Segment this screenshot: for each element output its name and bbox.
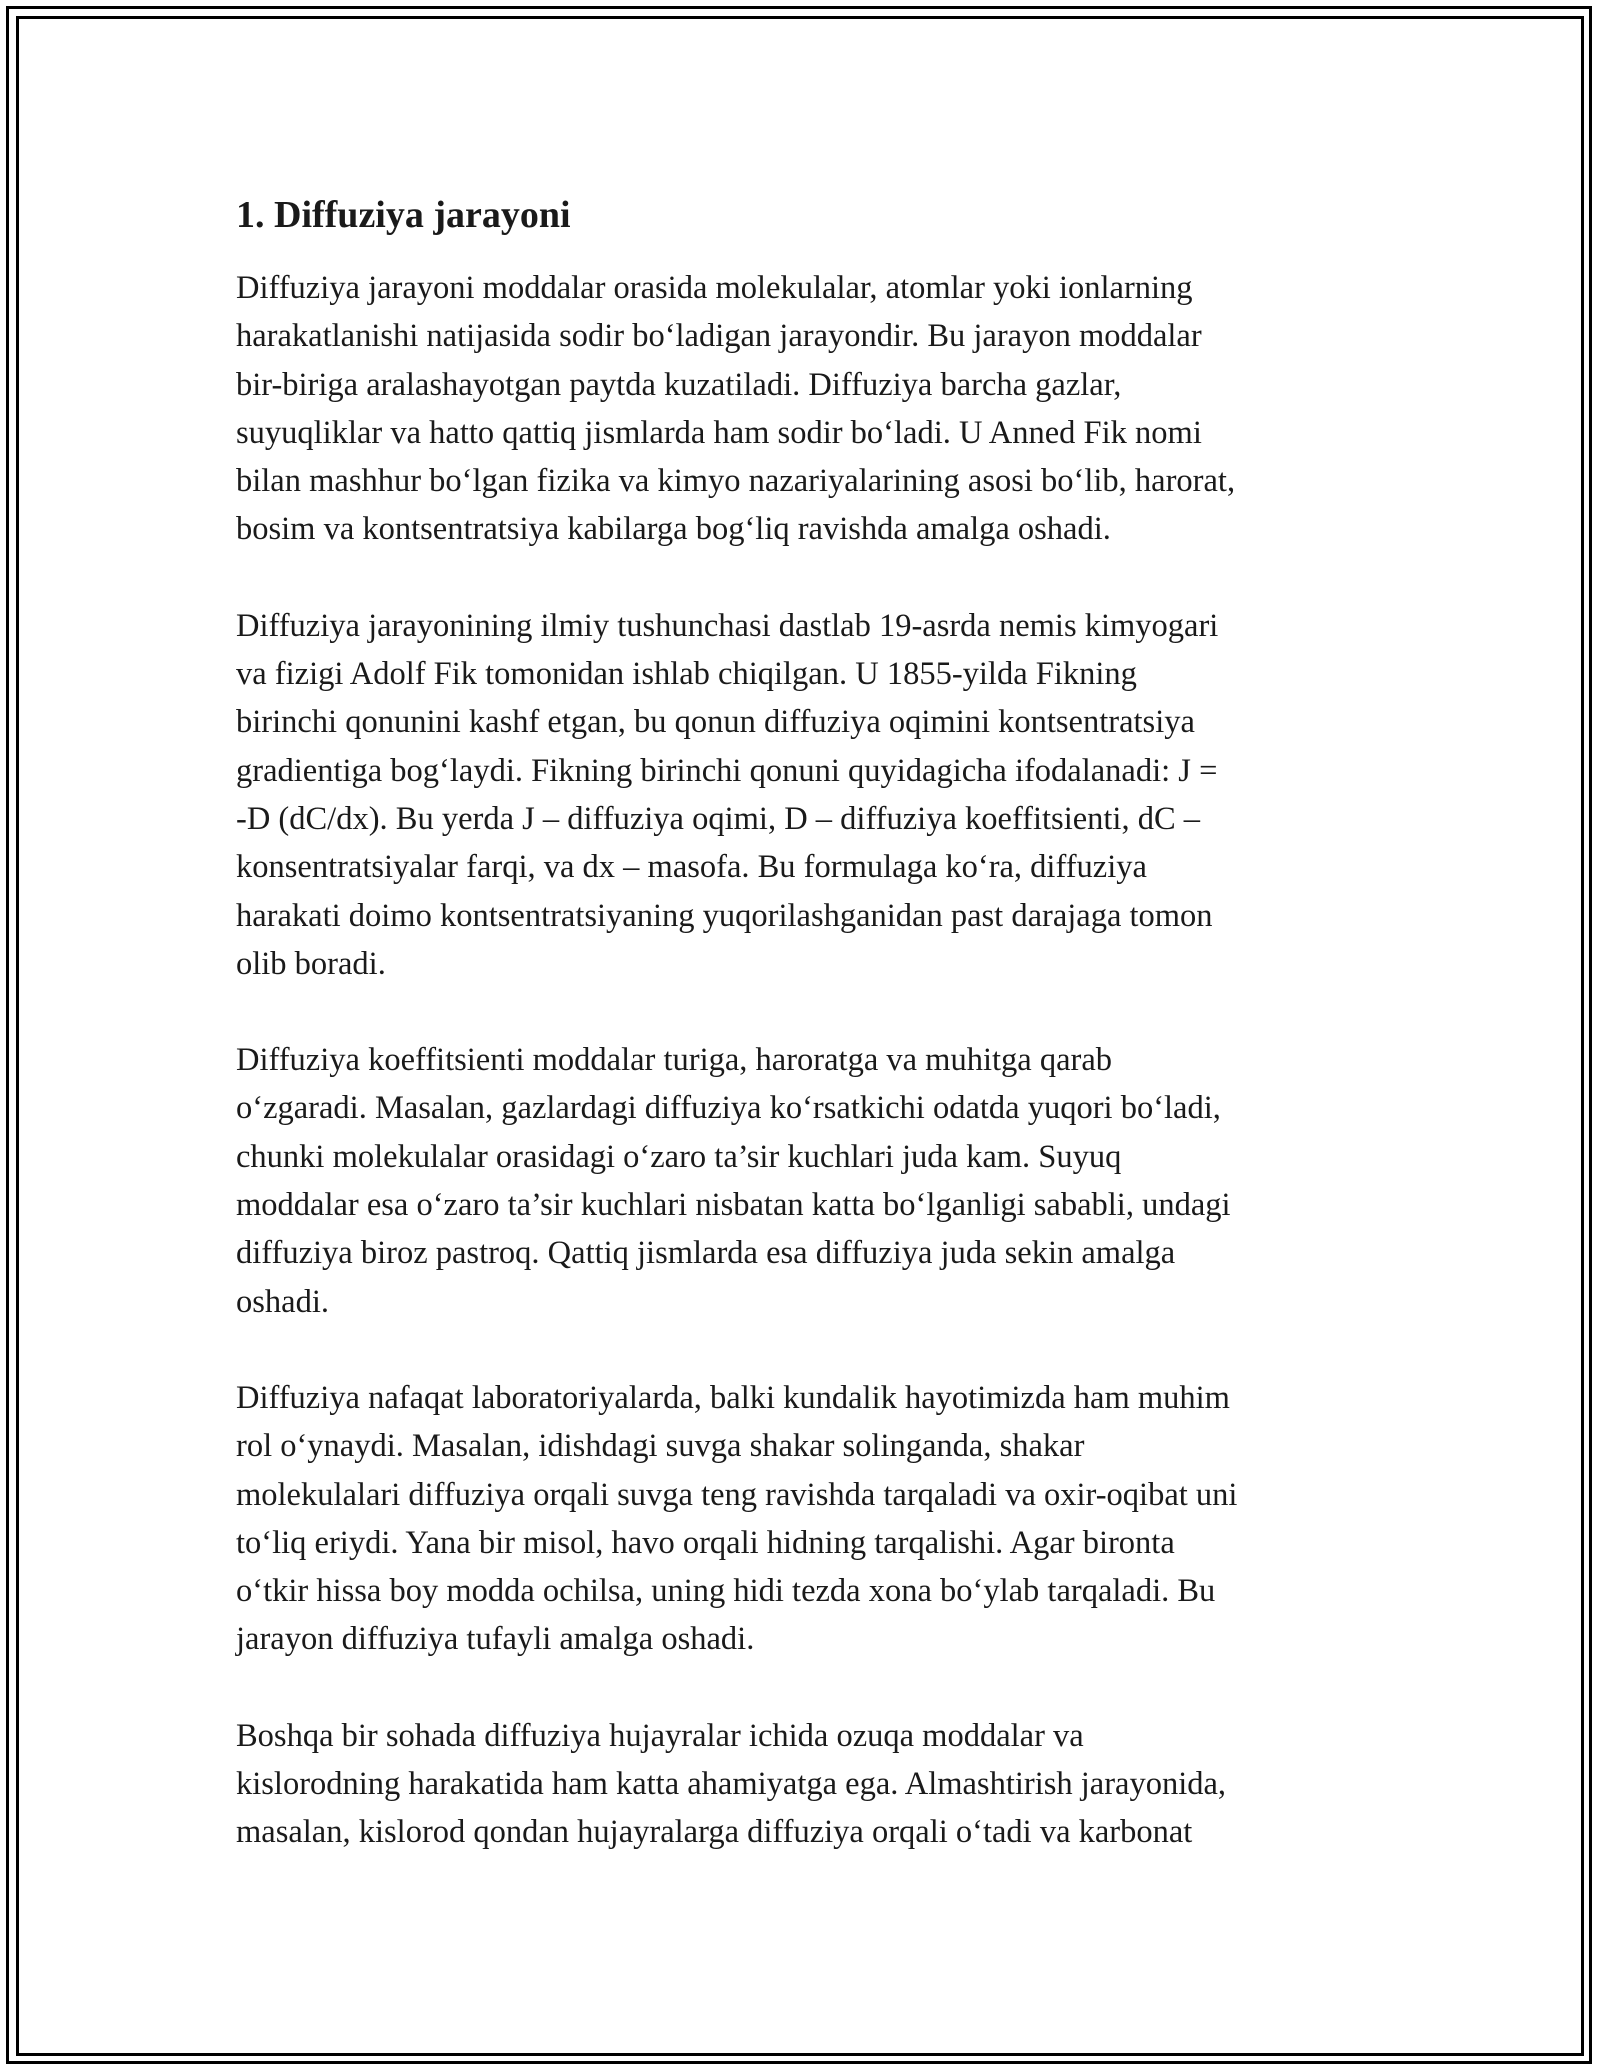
paragraph-line: o‘zgaradi. Masalan, gazlardagi diffuziya ko‘rsatkichi odatda yuqori bo‘ladi, xyxy=(236,1090,1221,1127)
paragraph-3 xyxy=(236,1036,1386,1326)
paragraph-line: Diffuziya koeffitsienti moddalar turiga, haroratga va muhitga qarab xyxy=(236,1042,1112,1079)
paragraph-line: o‘tkir hissa boy modda ochilsa, uning hidi tezda xona bo‘ylab tarqaladi. Bu xyxy=(236,1573,1216,1610)
section-heading: 1. Diffuziya jarayoni xyxy=(236,194,571,236)
document-body xyxy=(236,188,1386,1905)
paragraph-line: Boshqa bir sohada diffuziya hujayralar ichida ozuqa moddalar va xyxy=(236,1717,1084,1754)
paragraph-line: Diffuziya nafaqat laboratoriyalarda, balki kundalik hayotimizda ham muhim xyxy=(236,1379,1230,1416)
paragraph-line: Diffuziya jarayoni moddalar orasida molekulalar, atomlar yoki ionlarning xyxy=(236,270,1193,306)
paragraph-line: molekulalari diffuziya orqali suvga teng ravishda tarqaladi va oxir-oqibat uni xyxy=(236,1476,1238,1513)
paragraph-line: suyuqliklar va hatto qattiq jismlarda ham sodir bo‘ladi. U Anned Fik nomi xyxy=(236,414,1202,451)
paragraph-line: jarayon diffuziya tufayli amalga oshadi. xyxy=(236,1621,755,1658)
paragraph-line: gradientiga bog‘laydi. Fikning birinchi qonuni quyidagicha ifodalanadi: J = xyxy=(236,752,1218,789)
paragraph-2 xyxy=(236,602,1386,988)
paragraph-5 xyxy=(236,1712,1386,1857)
paragraph-line: masalan, kislorod qondan hujayralarga diffuziya orqali o‘tadi va karbonat xyxy=(236,1814,1193,1851)
paragraph-1 xyxy=(236,264,1386,554)
paragraph-line: harakatlanishi natijasida sodir bo‘ladigan jarayondir. Bu jarayon moddalar xyxy=(236,318,1202,355)
paragraph-line: olib boradi. xyxy=(236,945,386,982)
paragraph-line: harakati doimo kontsentratsiyaning yuqorilashganidan past darajaga tomon xyxy=(236,897,1213,934)
paragraph-line: birinchi qonunini kashf etgan, bu qonun diffuziya oqimini kontsentratsiya xyxy=(236,704,1195,741)
paragraph-line: Diffuziya jarayonining ilmiy tushunchasi dastlab 19-asrda nemis kimyogari xyxy=(236,607,1219,644)
paragraph-line: bilan mashhur bo‘lgan fizika va kimyo nazariyalarining asosi bo‘lib, harorat, xyxy=(236,463,1236,500)
paragraph-line: bosim va kontsentratsiya kabilarga bog‘liq ravishda amalga oshadi. xyxy=(236,511,1111,548)
paragraph-line: diffuziya biroz pastroq. Qattiq jismlarda esa diffuziya juda sekin amalga xyxy=(236,1235,1176,1272)
paragraph-line: rol o‘ynaydi. Masalan, idishdagi suvga shakar solinganda, shakar xyxy=(236,1428,1085,1465)
paragraph-line: -D (dC/dx). Bu yerda J – diffuziya oqimi, D – diffuziya koeffitsienti, dC – xyxy=(236,800,1201,837)
paragraph-line: bir-biriga aralashayotgan paytda kuzatiladi. Diffuziya barcha gazlar, xyxy=(236,366,1122,403)
paragraph-line: kislorodning harakatida ham katta ahamiyatga ega. Almashtirish jarayonida, xyxy=(236,1766,1227,1803)
paragraph-line: va fizigi Adolf Fik tomonidan ishlab chiqilgan. U 1855-yilda Fikning xyxy=(236,656,1137,693)
paragraph-line: moddalar esa o‘zaro ta’sir kuchlari nisbatan katta bo‘lganligi sababli, undagi xyxy=(236,1187,1231,1224)
paragraph-line: chunki molekulalar orasidagi o‘zaro ta’sir kuchlari juda kam. Suyuq xyxy=(236,1138,1122,1175)
paragraph-line: oshadi. xyxy=(236,1283,329,1320)
paragraph-4 xyxy=(236,1374,1386,1664)
paragraph-line: konsentratsiyalar farqi, va dx – masofa. Bu formulaga ko‘ra, diffuziya xyxy=(236,849,1147,886)
paragraph-line: to‘liq eriydi. Yana bir misol, havo orqali hidning tarqalishi. Agar bironta xyxy=(236,1524,1175,1561)
